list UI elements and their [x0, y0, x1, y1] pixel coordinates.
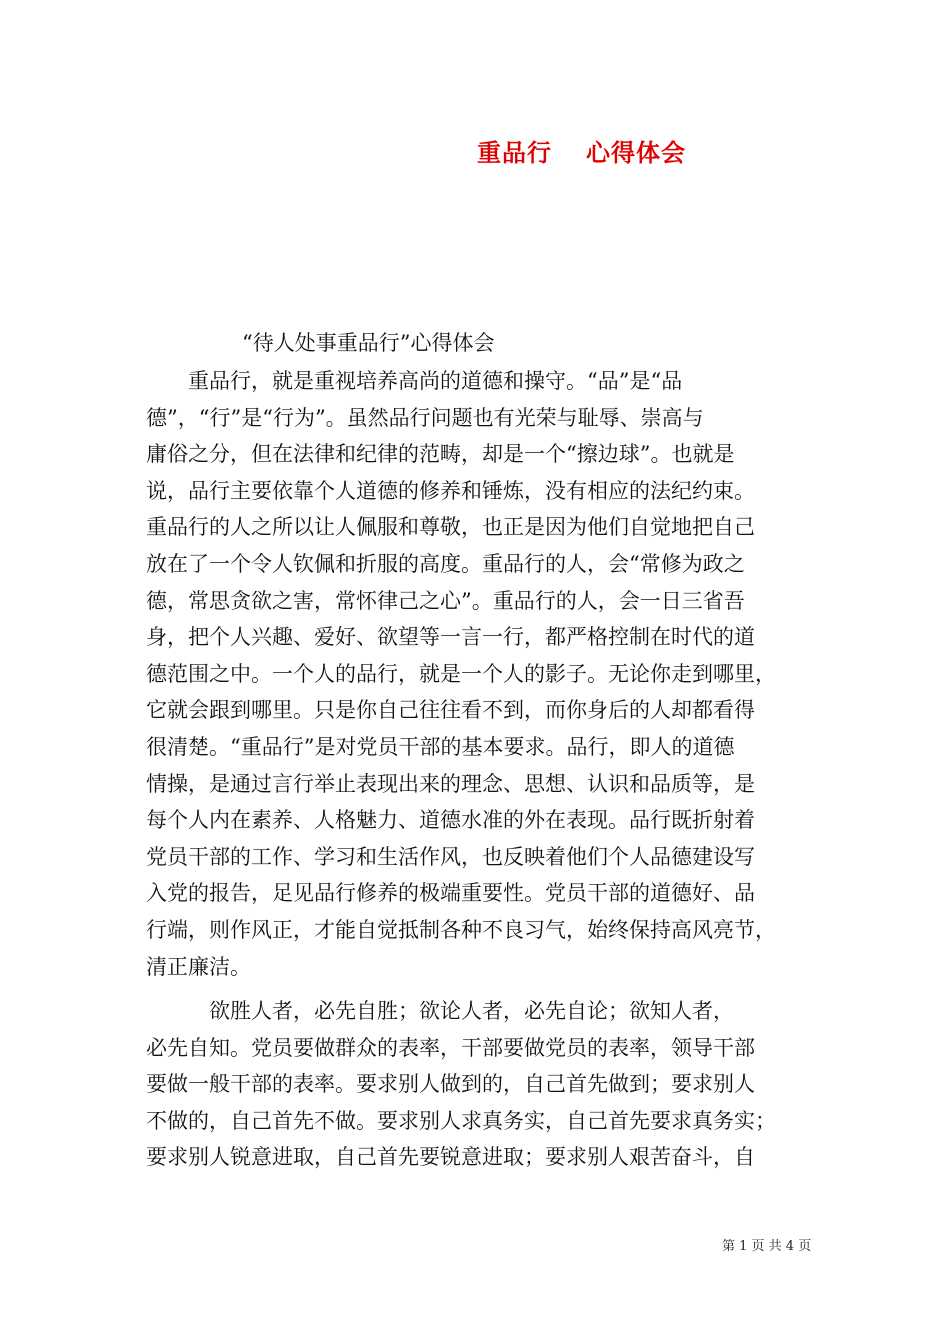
paragraph-line: 德范围之中。一个人的品行，就是一个人的影子。无论你走到哪里，: [146, 661, 776, 686]
document-title: [477, 133, 686, 168]
title-part-2: 心得体会: [586, 138, 686, 167]
page-number-footer: 第 1 页 共 4 页: [722, 1239, 812, 1254]
paragraph-line: 要做一般干部的表率。要求别人做到的，自己首先做到；要求别人: [146, 1072, 755, 1097]
paragraph-line: 要求别人锐意进取，自己首先要锐意进取；要求别人艰苦奋斗，自: [146, 1145, 755, 1170]
paragraph-line: 行端，则作风正，才能自觉抵制各种不良习气，始终保持高风亮节，: [146, 917, 776, 942]
paragraph-line: 放在了一个令人钦佩和折服的高度。重品行的人，会“常修为政之: [146, 551, 745, 576]
paragraph-line: 党员干部的工作、学习和生活作风，也反映着他们个人品德建设写: [146, 844, 755, 869]
paragraph-line: 清正廉洁。: [146, 954, 251, 979]
title-part-1: 重品行: [477, 138, 552, 167]
paragraph-line: 每个人内在素养、人格魅力、道德水准的外在表现。品行既折射着: [146, 808, 755, 833]
paragraph-line: 很清楚。“重品行”是对党员干部的基本要求。品行，即人的道德: [146, 734, 735, 759]
paragraph-line: 它就会跟到哪里。只是你自己往往看不到，而你身后的人却都看得: [146, 698, 755, 723]
paragraph-line: 德”，“行”是“行为”。虽然品行问题也有光荣与耻辱、崇高与: [146, 405, 704, 430]
paragraph-line: 情操，是通过言行举止表现出来的理念、思想、认识和品质等，是: [146, 771, 755, 796]
paragraph-line: 不做的，自己首先不做。要求别人求真务实，自己首先要求真务实；: [146, 1108, 776, 1133]
document-subtitle: “待人处事重品行”心得体会: [242, 331, 495, 355]
paragraph-line: 重品行，就是重视培养高尚的道德和操守。“品”是“品: [146, 369, 683, 393]
paragraph-1: [146, 363, 776, 985]
paragraph-line: 德，常思贪欲之害，常怀律己之心”。重品行的人，会一日三省吾: [146, 588, 745, 613]
paragraph-line: 庸俗之分，但在法律和纪律的范畴，却是一个“擦边球”。也就是: [146, 442, 735, 467]
paragraph-line: 重品行的人之所以让人佩服和尊敬，也正是因为他们自觉地把自己: [146, 515, 755, 540]
paragraph-line: 欲胜人者，必先自胜；欲论人者，必先自论；欲知人者，: [146, 999, 734, 1023]
paragraph-2: [146, 993, 776, 1176]
paragraph-line: 入党的报告，足见品行修养的极端重要性。党员干部的道德好、品: [146, 881, 755, 906]
paragraph-line: 身，把个人兴趣、爱好、欲望等一言一行，都严格控制在时代的道: [146, 625, 755, 650]
paragraph-line: 必先自知。党员要做群众的表率，干部要做党员的表率，领导干部: [146, 1035, 755, 1060]
paragraph-line: 说，品行主要依靠个人道德的修养和锤炼，没有相应的法纪约束。: [146, 478, 755, 503]
